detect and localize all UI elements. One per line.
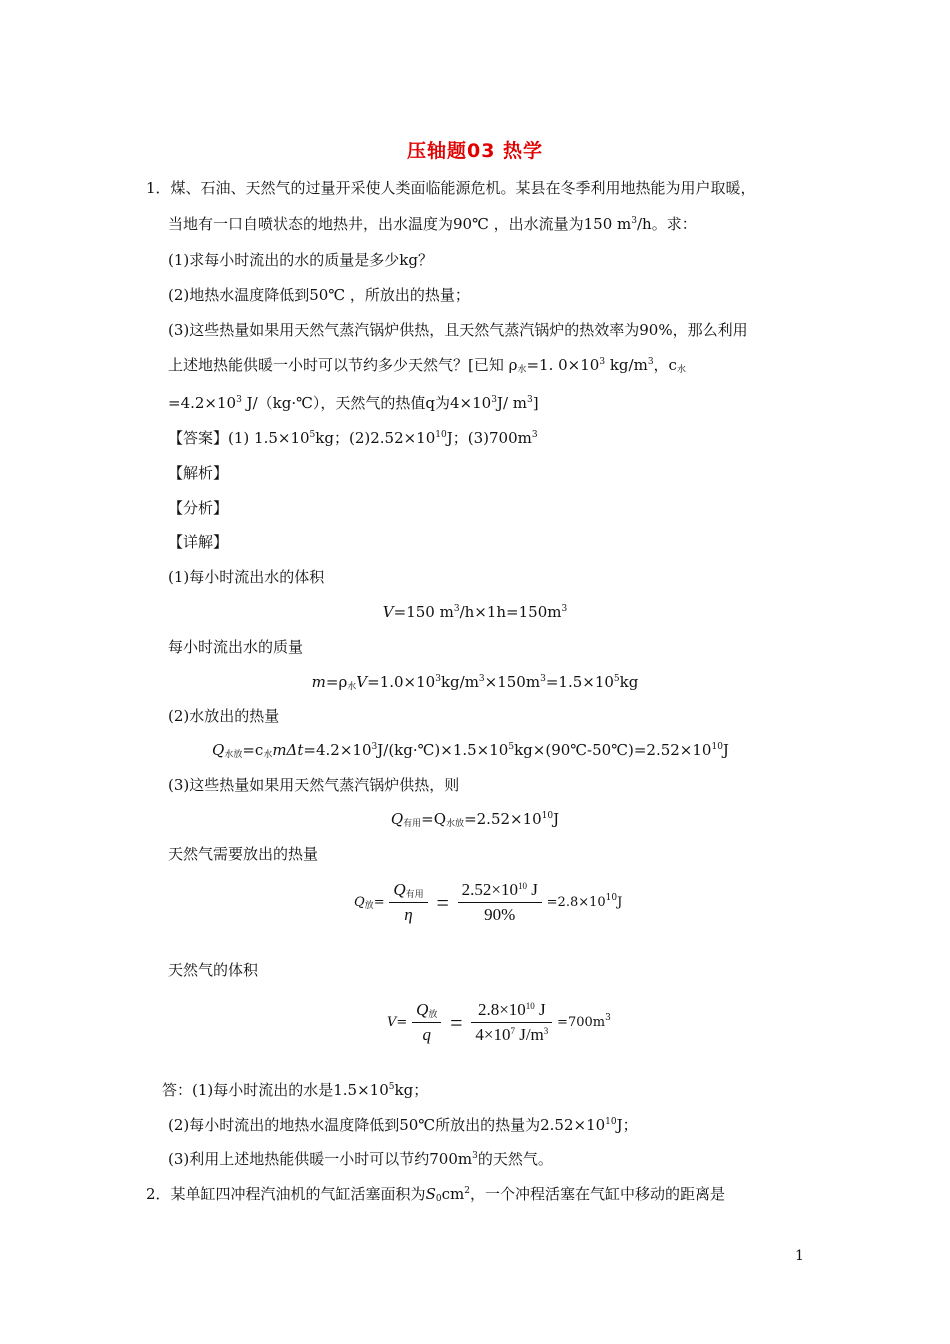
detail-step6: 天然气的体积: [168, 961, 259, 979]
q2-stem: 2．某单缸四冲程汽油机的气缸活塞面积为$S_0cm^2$，一个冲程活塞在气缸中移动的距离是: [146, 1185, 725, 1204]
detail-label: 【详解】: [168, 533, 229, 551]
q1-sub3-line2: 上述地热能供暖一小时可以节约多少天然气？[已知 $\rho_水=1$. $0\times 10^3$ $kg/m^3$，$c_水$: [168, 356, 686, 375]
q1-number: 1．: [146, 179, 171, 197]
page-number: 1: [795, 1248, 804, 1264]
detail-step4: (3)这些热量如果用天然气蒸汽锅炉供热，则: [168, 776, 460, 794]
detail-step1: (1)每小时流出水的体积: [168, 568, 325, 586]
analysis-label: 【解析】: [168, 464, 229, 482]
q1-sub2: (2)地热水温度降低到50℃ ，所放出的热量；: [168, 286, 470, 304]
detail-step2: 每小时流出水的质量: [168, 638, 304, 656]
equation-mass: $m=\rho_水V=1.0\times 10^3kg/m^3\times 150m^3=1.5\times 10^5kg$: [311, 673, 639, 692]
q1-stem-line1: 1．煤、石油、天然气的过量开采使人类面临能源危机。某县在冬季利用地热能为用户取暖，: [146, 179, 756, 197]
answer-label: 【答案】: [168, 429, 229, 447]
q1-sub1: (1)求每小时流出的水的质量是多少kg？: [168, 251, 433, 269]
equation-volume: V=150 $m^3/h\times 1h=150m^3$: [382, 603, 568, 621]
fraction-numeric: $\frac{2.52\times 10^{10} J}{90\%}$: [458, 880, 542, 925]
detail-step3: (2)水放出的热量: [168, 707, 280, 725]
equation-useful-heat: $Q_{有用}=Q_{水放}=2.52\times 10^{10}J$: [390, 810, 560, 829]
q1-sub3: (3)这些热量如果用天然气蒸汽锅炉供热，且天然气蒸汽锅炉的热效率为90%，那么利用: [168, 321, 748, 339]
final-answer-line3: (3)利用上述地热能供暖一小时可以节约$700m^3$的天然气。: [168, 1150, 553, 1168]
q1-sub3-line3: $=4.2\times 10^3$ J/（kg·℃），天然气的热值q为$4\times 10^3J/$ $m^3$]: [168, 394, 539, 412]
detail-step5: 天然气需要放出的热量: [168, 845, 319, 863]
q2-number: 2．: [146, 1185, 171, 1203]
final-answer-line1: 答：(1)每小时流出的水是$1.5\times 10^5kg$；: [162, 1081, 429, 1099]
equation-heat: $Q_{水放}=c_水m\Delta t=4.2\times 10^3J/(kg\cdot℃)\times 1.5\times 10^5kg\times(90℃-50℃)=2.52\times 10^{10}J$: [212, 741, 729, 760]
fenxi-label: 【分析】: [168, 499, 229, 517]
fraction-numeric-volume: $\frac{2.8\times 10^{10} J}{4\times 10^7 J/m^3}$: [471, 1000, 552, 1045]
q1-stem-line2: 当地有一口自喷状态的地热井，出水温度为90℃ ，出水流量为150 $m^3/h$。求：: [168, 215, 697, 233]
page-title: 压轴题03 热学: [406, 140, 544, 162]
fraction-q-over-eta: $\frac{Q_{有用}}{\eta}$: [389, 880, 427, 925]
fraction-equation-heat-released: $Q_放=$ $\frac{Q_{有用}}{\eta}$ = $\frac{2.52\times 10^{10} J}{90\%}$ $=2.8\times 10^{10}J$: [354, 880, 623, 924]
fraction-q-over-q: $\frac{Q_放}{q}$: [412, 1000, 441, 1045]
answer-line: 【答案】(1) $1.5\times 10^5kg$；$(2)2.52\times 10^{10}J$；$(3)700m^3$: [168, 429, 538, 447]
final-answer-line2: (2)每小时流出的地热水温度降低到50℃所放出的热量为$2.52\times 10^{10}J$；: [168, 1116, 638, 1134]
fraction-equation-gas-volume: V= $\frac{Q_放}{q}$ = $\frac{2.8\times 10^{10} J}{4\times 10^7 J/m^3}$ $=700m^3$: [387, 1000, 611, 1044]
